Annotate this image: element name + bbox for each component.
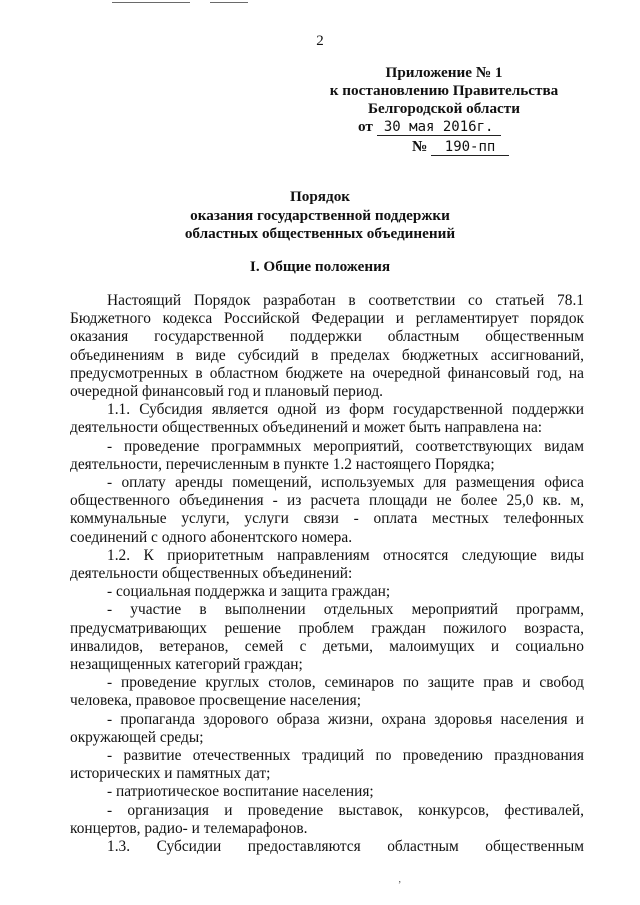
title-line-1: Порядок: [289, 188, 351, 205]
section-heading: I. Общие положения: [249, 258, 391, 275]
handwritten-number: 190-пп: [431, 140, 509, 156]
appendix-line-2: к постановлению Правительства: [329, 82, 559, 99]
list-item: - проведение круглых столов, семинаров по защите прав и свобод человека, правовое просвещение населения;: [70, 674, 584, 710]
page-number: 2: [316, 33, 324, 49]
handwritten-date: 30 мая 2016г.: [377, 120, 501, 136]
body-paragraph: 1.3. Субсидии предоставляются областным общественным: [107, 838, 584, 856]
list-item: - патриотическое воспитание населения;: [107, 783, 374, 801]
list-item: - развитие отечественных традиций по проведению празднования исторических и памятных дат;: [70, 747, 584, 783]
title-line-3: областных общественных объединений: [184, 225, 456, 242]
list-item: - организация и проведение выставок, конкурсов, фестивалей, концертов, радио- и телемарафонов.: [70, 801, 584, 837]
appendix-date-line: [314, 118, 574, 136]
scan-edge-line-1: [112, 2, 190, 3]
appendix-line-1: Приложение № 1: [385, 64, 503, 81]
date-prefix: от: [358, 118, 373, 135]
list-item: - проведение программных мероприятий, соответствующих видам деятельности, перечисленным в пункте 1.2 настоящего Порядка;: [70, 437, 584, 473]
list-item: - социальная поддержка и защита граждан;: [107, 583, 391, 601]
list-item: - оплату аренды помещений, используемых для размещения офиса общественного объединения - из расчета площади не более 25,0 кв. м, коммунальные услуги, услуги связи - оплата местных телефонных соединений с одного абонентского номера.: [70, 474, 584, 546]
list-item: - участие в выполнении отдельных мероприятий программ, предусматривающих решение проблем граждан пожилого возраста, инвалидов, ветеранов, семей с детьми, малоимущих и социально незащищенных категорий граждан;: [70, 601, 584, 674]
body-paragraph: 1.1. Субсидия является одной из форм государственной поддержки деятельности общественных объединений и может быть направлена на:: [70, 401, 584, 437]
scan-edge-line-2: [210, 2, 248, 3]
title-line-2: оказания государственной поддержки: [190, 206, 450, 224]
list-item: - пропаганда здорового образа жизни, охрана здоровья населения и окружающей среды;: [70, 710, 584, 746]
document-body: [70, 292, 584, 856]
body-paragraph: 1.2. К приоритетным направлениям относятся следующие виды деятельности общественных объединений:: [70, 546, 584, 583]
appendix-block: [314, 64, 574, 156]
appendix-line-3: Белгородской области: [367, 100, 520, 117]
body-paragraph: Настоящий Порядок разработан в соответствии со статьей 78.1 Бюджетного кодекса Российской Федерации и регламентирует порядок оказания государственной поддержки областным общественным объединениям в виде субсидий в пределах бюджетных ассигнований, предусмотренных в областном бюджете на очередной финансовый год, на очередной финансовый год и плановый период.: [70, 292, 584, 401]
scan-mark: ʼ: [398, 880, 402, 891]
number-prefix: №: [412, 138, 428, 155]
appendix-number-line: [314, 138, 574, 156]
document-title: [0, 188, 640, 244]
